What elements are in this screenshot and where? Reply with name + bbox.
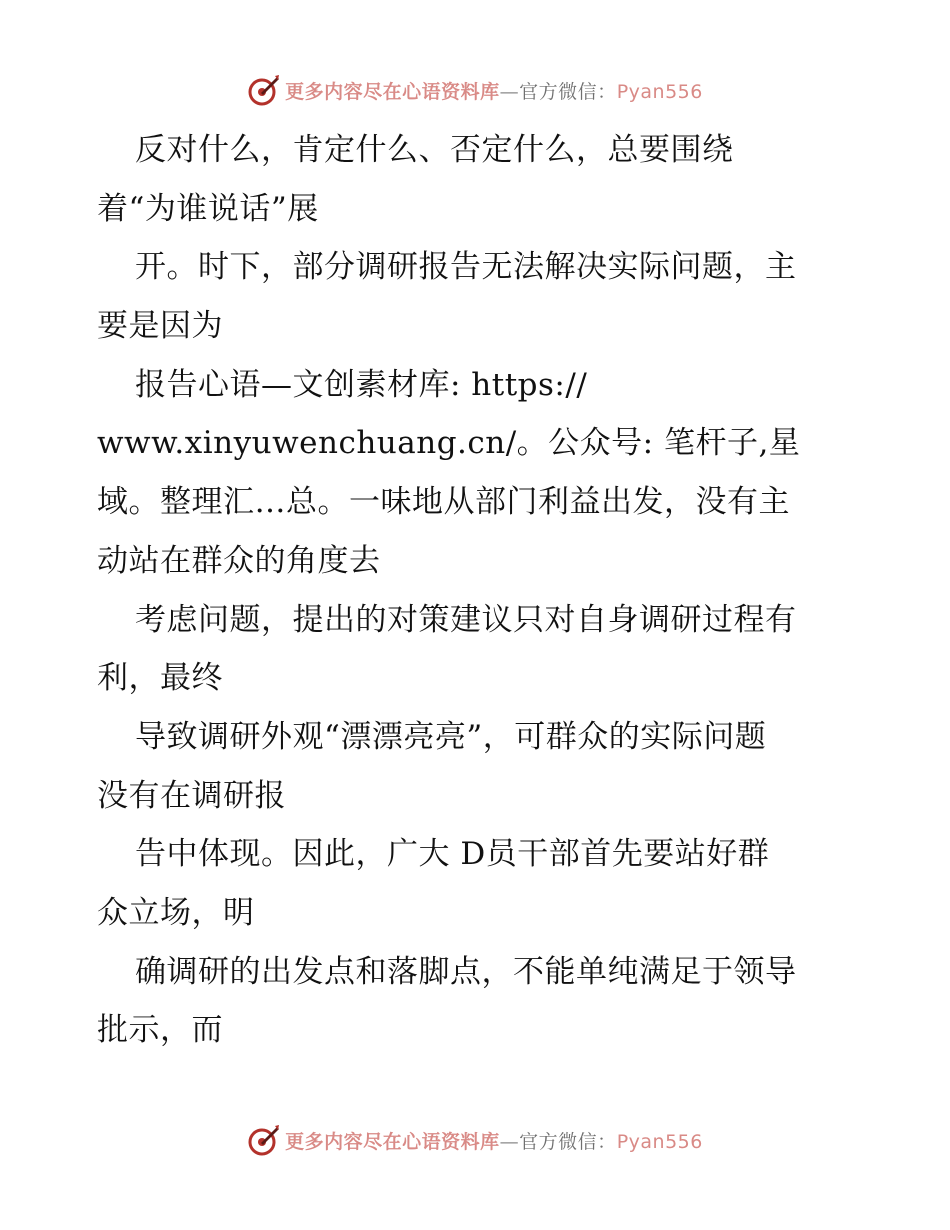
body-line: www.xinyuwenchuang.cn/。公众号: 笔杆子,星: [97, 425, 801, 462]
watermark-wechat-label: 官方微信：: [519, 1130, 617, 1153]
footer-watermark: [0, 1120, 950, 1160]
watermark-dash: —: [499, 80, 520, 103]
watermark-wechat-id: Pyan556: [616, 1130, 703, 1153]
body-line: 着“为谁说话”展: [97, 190, 319, 227]
body-line: 开。时下，部分调研报告无法解决实际问题，主: [135, 249, 797, 286]
body-line: 告中体现。因此，广大 D员干部首先要站好群: [135, 836, 770, 873]
header-watermark: [0, 70, 950, 110]
document-body: [97, 121, 857, 1060]
body-line: 动站在群众的角度去: [97, 542, 381, 579]
body-line: 考虑问题，提出的对策建议只对自身调研过程有: [135, 601, 797, 638]
watermark-wechat-id: Pyan556: [616, 80, 703, 103]
body-line: 众立场，明: [97, 894, 255, 931]
body-line: 批示，而: [97, 1012, 223, 1049]
body-line: 域。整理汇…总。一味地从部门利益出发，没有主: [97, 484, 790, 521]
pen-logo-icon: [247, 1123, 281, 1157]
body-line: 报告心语—文创素材库: https://: [135, 366, 588, 403]
watermark-brand: 更多内容尽在心语资料库: [285, 80, 500, 103]
body-line: 要是因为: [97, 308, 223, 345]
watermark-wechat-label: 官方微信：: [519, 80, 617, 103]
watermark-brand: 更多内容尽在心语资料库: [285, 1130, 500, 1153]
pen-logo-icon: [247, 73, 281, 107]
body-line: 利，最终: [97, 660, 223, 697]
body-line: 反对什么，肯定什么、否定什么，总要围绕: [135, 132, 734, 168]
watermark-dash: —: [499, 1130, 520, 1153]
body-line: 没有在调研报: [97, 777, 286, 814]
body-line: 导致调研外观“漂漂亮亮”，可群众的实际问题: [135, 718, 767, 755]
body-line: 确调研的出发点和落脚点，不能单纯满足于领导: [135, 953, 797, 990]
